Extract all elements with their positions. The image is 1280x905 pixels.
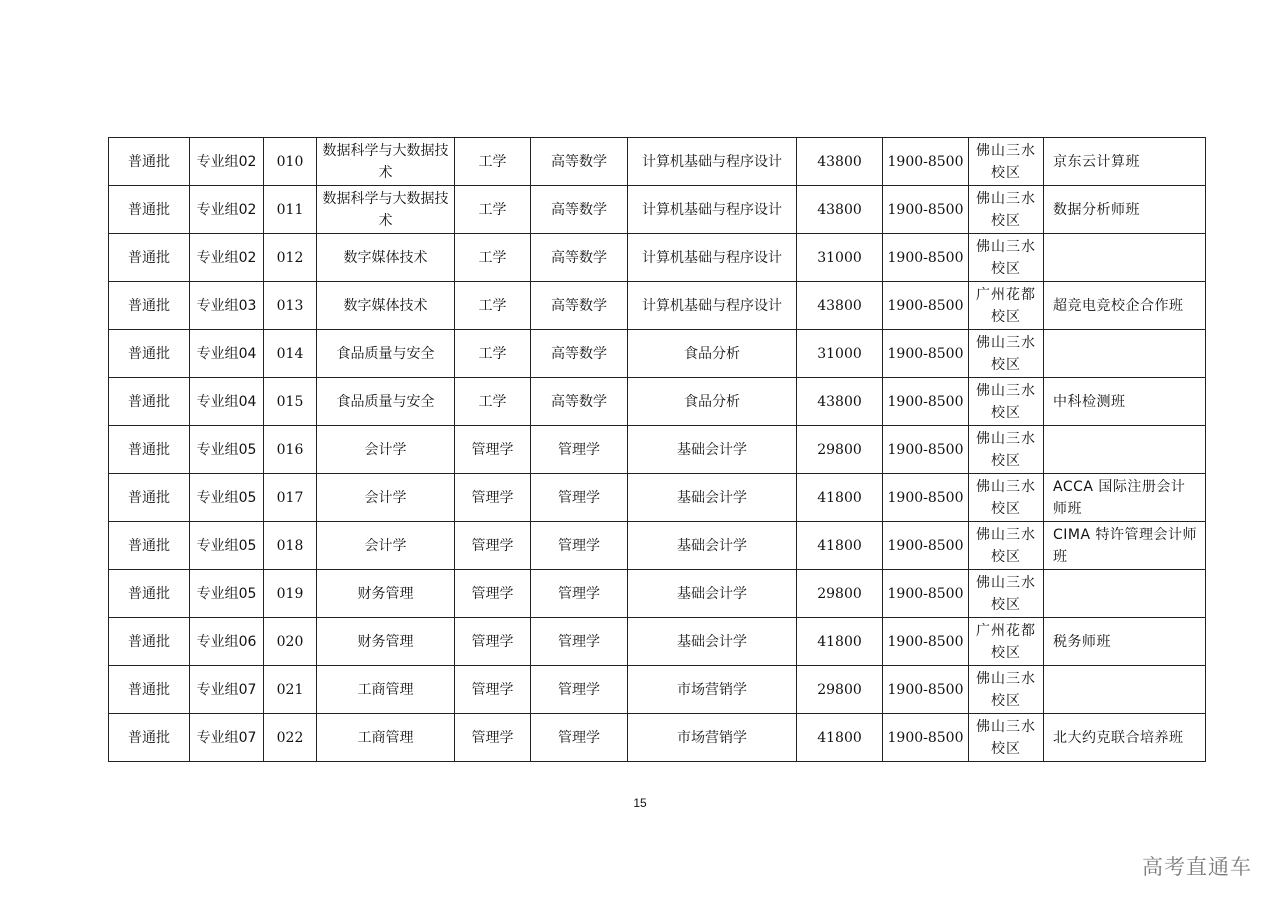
- major-cell: 工商管理: [317, 714, 455, 762]
- group-cell: 专业组05: [190, 426, 264, 474]
- category-cell: 管理学: [455, 618, 531, 666]
- code-cell: 018: [264, 522, 317, 570]
- subject2-cell: 基础会计学: [628, 426, 797, 474]
- accommodation-fee-cell: 1900-8500: [883, 570, 969, 618]
- tuition-cell: 43800: [797, 186, 883, 234]
- code-cell: 012: [264, 234, 317, 282]
- tuition-cell: 29800: [797, 666, 883, 714]
- note-cell: [1044, 570, 1206, 618]
- code-cell: 011: [264, 186, 317, 234]
- batch-cell: 普通批: [109, 474, 190, 522]
- code-cell: 021: [264, 666, 317, 714]
- table-row: [109, 522, 1206, 570]
- campus-cell: 佛山三水校区: [969, 474, 1044, 522]
- accommodation-fee-cell: 1900-8500: [883, 330, 969, 378]
- code-cell: 010: [264, 138, 317, 186]
- batch-cell: 普通批: [109, 330, 190, 378]
- batch-cell: 普通批: [109, 426, 190, 474]
- code-cell: 017: [264, 474, 317, 522]
- note-cell: 税务师班: [1044, 618, 1206, 666]
- campus-cell: 佛山三水校区: [969, 426, 1044, 474]
- major-cell: 工商管理: [317, 666, 455, 714]
- table-row: [109, 330, 1206, 378]
- subject1-cell: 管理学: [531, 618, 628, 666]
- subject1-cell: 管理学: [531, 474, 628, 522]
- table-row: [109, 234, 1206, 282]
- campus-cell: 佛山三水校区: [969, 330, 1044, 378]
- batch-cell: 普通批: [109, 138, 190, 186]
- note-cell: 数据分析师班: [1044, 186, 1206, 234]
- subject2-cell: 基础会计学: [628, 618, 797, 666]
- watermark-text: 高考直通车: [1142, 855, 1252, 879]
- batch-cell: 普通批: [109, 378, 190, 426]
- category-cell: 工学: [455, 186, 531, 234]
- tuition-cell: 31000: [797, 330, 883, 378]
- tuition-cell: 31000: [797, 234, 883, 282]
- group-cell: 专业组04: [190, 378, 264, 426]
- group-cell: 专业组05: [190, 474, 264, 522]
- group-cell: 专业组03: [190, 282, 264, 330]
- subject1-cell: 高等数学: [531, 378, 628, 426]
- table-row: [109, 570, 1206, 618]
- campus-cell: 佛山三水校区: [969, 522, 1044, 570]
- tuition-cell: 41800: [797, 714, 883, 762]
- category-cell: 管理学: [455, 666, 531, 714]
- group-cell: 专业组05: [190, 570, 264, 618]
- code-cell: 013: [264, 282, 317, 330]
- subject1-cell: 管理学: [531, 714, 628, 762]
- table-row: [109, 138, 1206, 186]
- subject2-cell: 食品分析: [628, 378, 797, 426]
- campus-cell: 佛山三水校区: [969, 186, 1044, 234]
- category-cell: 工学: [455, 234, 531, 282]
- tuition-cell: 41800: [797, 522, 883, 570]
- accommodation-fee-cell: 1900-8500: [883, 474, 969, 522]
- subject2-cell: 计算机基础与程序设计: [628, 186, 797, 234]
- tuition-cell: 43800: [797, 138, 883, 186]
- group-cell: 专业组07: [190, 714, 264, 762]
- major-cell: 财务管理: [317, 570, 455, 618]
- table-row: [109, 186, 1206, 234]
- batch-cell: 普通批: [109, 282, 190, 330]
- tuition-cell: 41800: [797, 474, 883, 522]
- campus-cell: 广州花都校区: [969, 618, 1044, 666]
- major-cell: 食品质量与安全: [317, 330, 455, 378]
- subject1-cell: 高等数学: [531, 330, 628, 378]
- subject1-cell: 管理学: [531, 522, 628, 570]
- major-cell: 会计学: [317, 522, 455, 570]
- code-cell: 014: [264, 330, 317, 378]
- note-cell: 超竞电竞校企合作班: [1044, 282, 1206, 330]
- subject2-cell: 市场营销学: [628, 714, 797, 762]
- subject1-cell: 高等数学: [531, 234, 628, 282]
- batch-cell: 普通批: [109, 522, 190, 570]
- accommodation-fee-cell: 1900-8500: [883, 378, 969, 426]
- campus-cell: 佛山三水校区: [969, 714, 1044, 762]
- category-cell: 管理学: [455, 570, 531, 618]
- note-cell: ACCA 国际注册会计师班: [1044, 474, 1206, 522]
- table-row: [109, 474, 1206, 522]
- note-cell: [1044, 666, 1206, 714]
- subject1-cell: 高等数学: [531, 186, 628, 234]
- subject1-cell: 管理学: [531, 426, 628, 474]
- subject2-cell: 计算机基础与程序设计: [628, 138, 797, 186]
- accommodation-fee-cell: 1900-8500: [883, 234, 969, 282]
- subject1-cell: 高等数学: [531, 282, 628, 330]
- major-cell: 数据科学与大数据技术: [317, 186, 455, 234]
- code-cell: 019: [264, 570, 317, 618]
- admission-plan-table: [108, 137, 1206, 762]
- batch-cell: 普通批: [109, 570, 190, 618]
- category-cell: 管理学: [455, 522, 531, 570]
- campus-cell: 广州花都校区: [969, 282, 1044, 330]
- batch-cell: 普通批: [109, 618, 190, 666]
- table-row: [109, 666, 1206, 714]
- tuition-cell: 29800: [797, 570, 883, 618]
- major-cell: 财务管理: [317, 618, 455, 666]
- note-cell: CIMA 特许管理会计师班: [1044, 522, 1206, 570]
- accommodation-fee-cell: 1900-8500: [883, 522, 969, 570]
- note-cell: 中科检测班: [1044, 378, 1206, 426]
- group-cell: 专业组07: [190, 666, 264, 714]
- subject1-cell: 管理学: [531, 570, 628, 618]
- page-number: 15: [633, 796, 647, 810]
- tuition-cell: 41800: [797, 618, 883, 666]
- accommodation-fee-cell: 1900-8500: [883, 666, 969, 714]
- code-cell: 022: [264, 714, 317, 762]
- campus-cell: 佛山三水校区: [969, 234, 1044, 282]
- major-cell: 数字媒体技术: [317, 282, 455, 330]
- batch-cell: 普通批: [109, 186, 190, 234]
- group-cell: 专业组02: [190, 138, 264, 186]
- tuition-cell: 29800: [797, 426, 883, 474]
- tuition-cell: 43800: [797, 378, 883, 426]
- campus-cell: 佛山三水校区: [969, 138, 1044, 186]
- batch-cell: 普通批: [109, 234, 190, 282]
- accommodation-fee-cell: 1900-8500: [883, 618, 969, 666]
- subject2-cell: 食品分析: [628, 330, 797, 378]
- subject2-cell: 基础会计学: [628, 474, 797, 522]
- note-cell: [1044, 234, 1206, 282]
- table-row: [109, 282, 1206, 330]
- subject1-cell: 管理学: [531, 666, 628, 714]
- accommodation-fee-cell: 1900-8500: [883, 426, 969, 474]
- category-cell: 工学: [455, 378, 531, 426]
- code-cell: 020: [264, 618, 317, 666]
- table-row: [109, 426, 1206, 474]
- category-cell: 工学: [455, 330, 531, 378]
- major-cell: 食品质量与安全: [317, 378, 455, 426]
- campus-cell: 佛山三水校区: [969, 378, 1044, 426]
- table-row: [109, 618, 1206, 666]
- note-cell: [1044, 330, 1206, 378]
- accommodation-fee-cell: 1900-8500: [883, 714, 969, 762]
- group-cell: 专业组06: [190, 618, 264, 666]
- tuition-cell: 43800: [797, 282, 883, 330]
- table-row: [109, 714, 1206, 762]
- accommodation-fee-cell: 1900-8500: [883, 186, 969, 234]
- subject2-cell: 市场营销学: [628, 666, 797, 714]
- major-cell: 数据科学与大数据技术: [317, 138, 455, 186]
- table-body: [109, 138, 1206, 762]
- batch-cell: 普通批: [109, 714, 190, 762]
- major-cell: 会计学: [317, 426, 455, 474]
- campus-cell: 佛山三水校区: [969, 570, 1044, 618]
- subject2-cell: 基础会计学: [628, 522, 797, 570]
- category-cell: 管理学: [455, 426, 531, 474]
- category-cell: 管理学: [455, 474, 531, 522]
- group-cell: 专业组02: [190, 186, 264, 234]
- table-row: [109, 378, 1206, 426]
- category-cell: 管理学: [455, 714, 531, 762]
- category-cell: 工学: [455, 138, 531, 186]
- code-cell: 016: [264, 426, 317, 474]
- group-cell: 专业组02: [190, 234, 264, 282]
- major-cell: 数字媒体技术: [317, 234, 455, 282]
- note-cell: 北大约克联合培养班: [1044, 714, 1206, 762]
- accommodation-fee-cell: 1900-8500: [883, 138, 969, 186]
- accommodation-fee-cell: 1900-8500: [883, 282, 969, 330]
- subject1-cell: 高等数学: [531, 138, 628, 186]
- major-cell: 会计学: [317, 474, 455, 522]
- note-cell: [1044, 426, 1206, 474]
- batch-cell: 普通批: [109, 666, 190, 714]
- note-cell: 京东云计算班: [1044, 138, 1206, 186]
- code-cell: 015: [264, 378, 317, 426]
- group-cell: 专业组05: [190, 522, 264, 570]
- group-cell: 专业组04: [190, 330, 264, 378]
- category-cell: 工学: [455, 282, 531, 330]
- campus-cell: 佛山三水校区: [969, 666, 1044, 714]
- subject2-cell: 基础会计学: [628, 570, 797, 618]
- subject2-cell: 计算机基础与程序设计: [628, 282, 797, 330]
- subject2-cell: 计算机基础与程序设计: [628, 234, 797, 282]
